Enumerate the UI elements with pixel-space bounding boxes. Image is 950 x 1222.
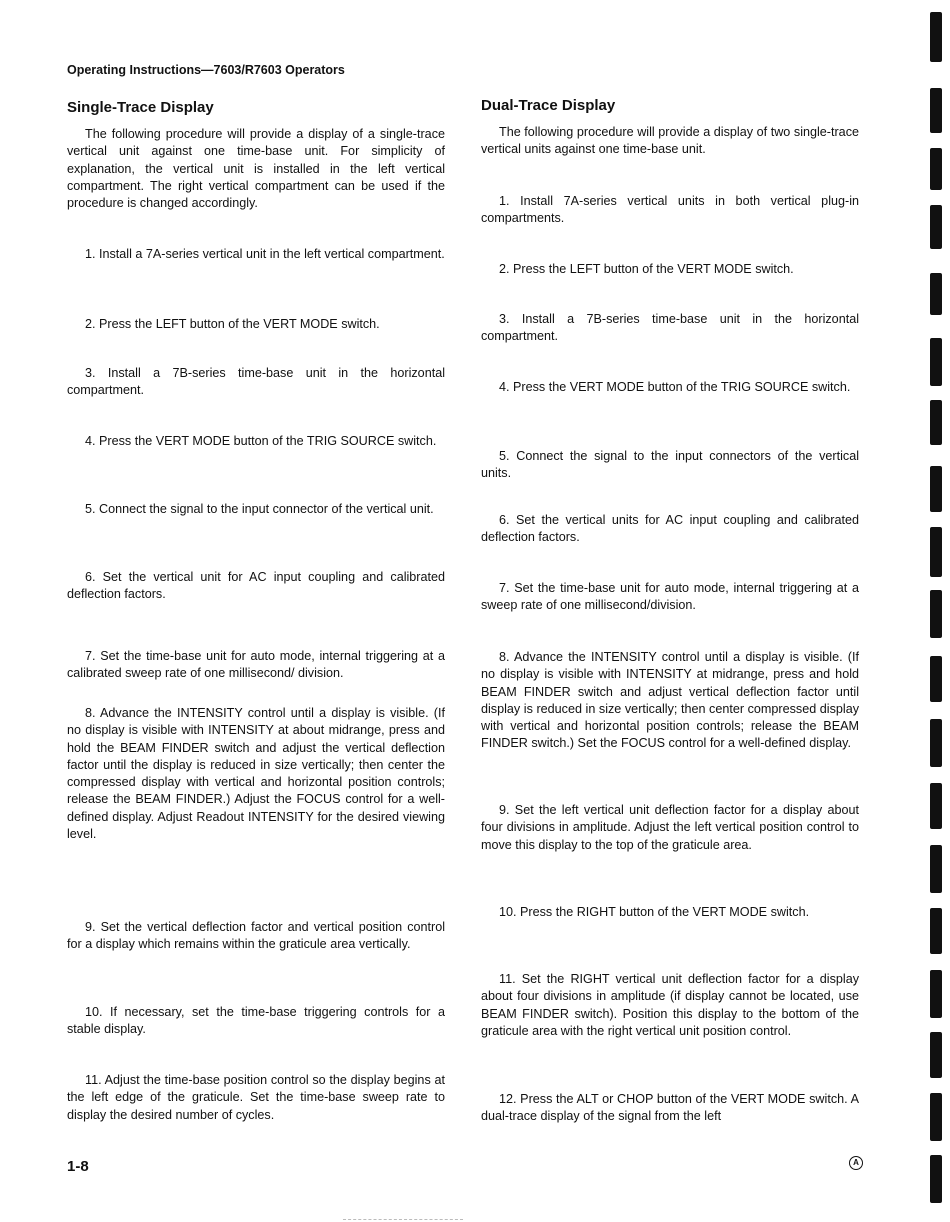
edge-tab bbox=[930, 88, 942, 133]
step-paragraph: 5. Connect the signal to the input connector of the vertical unit. bbox=[85, 502, 434, 516]
step-paragraph: 10. If necessary, set the time-base triggering controls for a stable display. bbox=[67, 1005, 445, 1037]
intro-paragraph: The following procedure will provide a display of a single-trace vertical unit against one time-base unit. For simplicity of explanation, the vertical unit is installed in the left vertical compartment. The right vertical compartment can be used if the procedure is changed accordingly. bbox=[67, 127, 445, 211]
step-paragraph: 2. Press the LEFT button of the VERT MODE switch. bbox=[499, 262, 794, 276]
step-paragraph: 6. Set the vertical unit for AC input coupling and calibrated deflection factors. bbox=[67, 570, 445, 602]
edge-tab bbox=[930, 783, 942, 829]
edge-tab bbox=[930, 656, 942, 702]
intro-paragraph: The following procedure will provide a display of two single-trace vertical units against one time-base unit. bbox=[481, 125, 859, 157]
edge-tab bbox=[930, 590, 942, 638]
edge-tab bbox=[930, 466, 942, 512]
section-title-single-trace: Single-Trace Display bbox=[67, 99, 214, 116]
revision-mark: A bbox=[849, 1156, 863, 1170]
step-paragraph: 2. Press the LEFT button of the VERT MODE switch. bbox=[85, 317, 380, 331]
edge-tab bbox=[930, 12, 942, 62]
scan-artifact bbox=[343, 1219, 463, 1220]
step-paragraph: 8. Advance the INTENSITY control until a display is visible. (If no display is visible with INTENSITY at about midrange, press and hold the BEAM FINDER switch and adjust the vertical deflection factor until the display is reduced in size vertically; then center the compressed display with vertical and horizontal position controls; release the BEAM FINDER.) Adjust the FOCUS control for a well-defined display. Adjust Readout INTENSITY for the desired viewing level. bbox=[67, 706, 445, 842]
edge-tab bbox=[930, 273, 942, 315]
step-paragraph: 1. Install a 7A-series vertical unit in the left vertical compartment. bbox=[85, 247, 445, 261]
edge-tab bbox=[930, 719, 942, 767]
edge-tab bbox=[930, 845, 942, 893]
edge-tab bbox=[930, 970, 942, 1018]
step-paragraph: 6. Set the vertical units for AC input coupling and calibrated deflection factors. bbox=[481, 513, 859, 545]
step-paragraph: 1. Install 7A-series vertical units in both vertical plug-in compartments. bbox=[481, 194, 859, 226]
edge-tab bbox=[930, 1155, 942, 1203]
step-paragraph: 4. Press the VERT MODE button of the TRIG SOURCE switch. bbox=[499, 380, 851, 394]
section-title-dual-trace: Dual-Trace Display bbox=[481, 97, 616, 114]
step-paragraph: 7. Set the time-base unit for auto mode, internal triggering at a sweep rate of one millisecond/division. bbox=[481, 581, 859, 613]
edge-tab bbox=[930, 908, 942, 954]
page-number: 1-8 bbox=[67, 1158, 89, 1175]
step-paragraph: 4. Press the VERT MODE button of the TRIG SOURCE switch. bbox=[85, 434, 437, 448]
step-paragraph: 5. Connect the signal to the input connectors of the vertical units. bbox=[481, 449, 859, 481]
dual-trace-section bbox=[481, 97, 859, 1124]
step-paragraph: 8. Advance the INTENSITY control until a display is visible. (If no display is visible with INTENSITY at midrange, press and hold BEAM FINDER switch and adjust vertical deflection factor until display is reduced in size vertically; then center compressed display with vertical and horizontal position controls; release the BEAM FINDER switch.) Set the FOCUS control for a well-defined display. bbox=[481, 650, 859, 751]
single-trace-section bbox=[67, 99, 445, 1122]
edge-tab bbox=[930, 148, 942, 190]
edge-tab bbox=[930, 338, 942, 386]
edge-tab bbox=[930, 205, 942, 249]
edge-tab bbox=[930, 1032, 942, 1078]
step-paragraph: 7. Set the time-base unit for auto mode, internal triggering at a calibrated sweep rate of one millisecond/ division. bbox=[67, 649, 445, 681]
step-paragraph: 11. Adjust the time-base position control so the display begins at the left edge of the graticule. Set the time-base sweep rate to display the desired number of cycles. bbox=[67, 1073, 445, 1122]
step-paragraph: 10. Press the RIGHT button of the VERT MODE switch. bbox=[499, 905, 810, 919]
step-paragraph: 11. Set the RIGHT vertical unit deflection factor for a display about four divisions in amplitude (if display cannot be located, use BEAM FINDER switch). Position this display to the bottom of the graticule area with the right vertical unit position control. bbox=[481, 972, 859, 1038]
edge-tab bbox=[930, 527, 942, 577]
step-paragraph: 9. Set the vertical deflection factor and vertical position control for a display which remains within the graticule area vertically. bbox=[67, 920, 445, 952]
edge-tab bbox=[930, 400, 942, 445]
step-paragraph: 12. Press the ALT or CHOP button of the VERT MODE switch. A dual-trace display of the signal from the left bbox=[481, 1092, 859, 1124]
step-paragraph: 9. Set the left vertical unit deflection factor for a display about four divisions in amplitude. Adjust the left vertical position control to move this display to the top of the graticule area. bbox=[481, 803, 859, 852]
step-paragraph: 3. Install a 7B-series time-base unit in the horizontal compartment. bbox=[67, 366, 445, 398]
step-paragraph: 3. Install a 7B-series time-base unit in the horizontal compartment. bbox=[481, 312, 859, 344]
edge-tab bbox=[930, 1093, 942, 1141]
edge-index-tabs bbox=[926, 0, 950, 1222]
running-header: Operating Instructions—7603/R7603 Operators bbox=[67, 63, 345, 77]
